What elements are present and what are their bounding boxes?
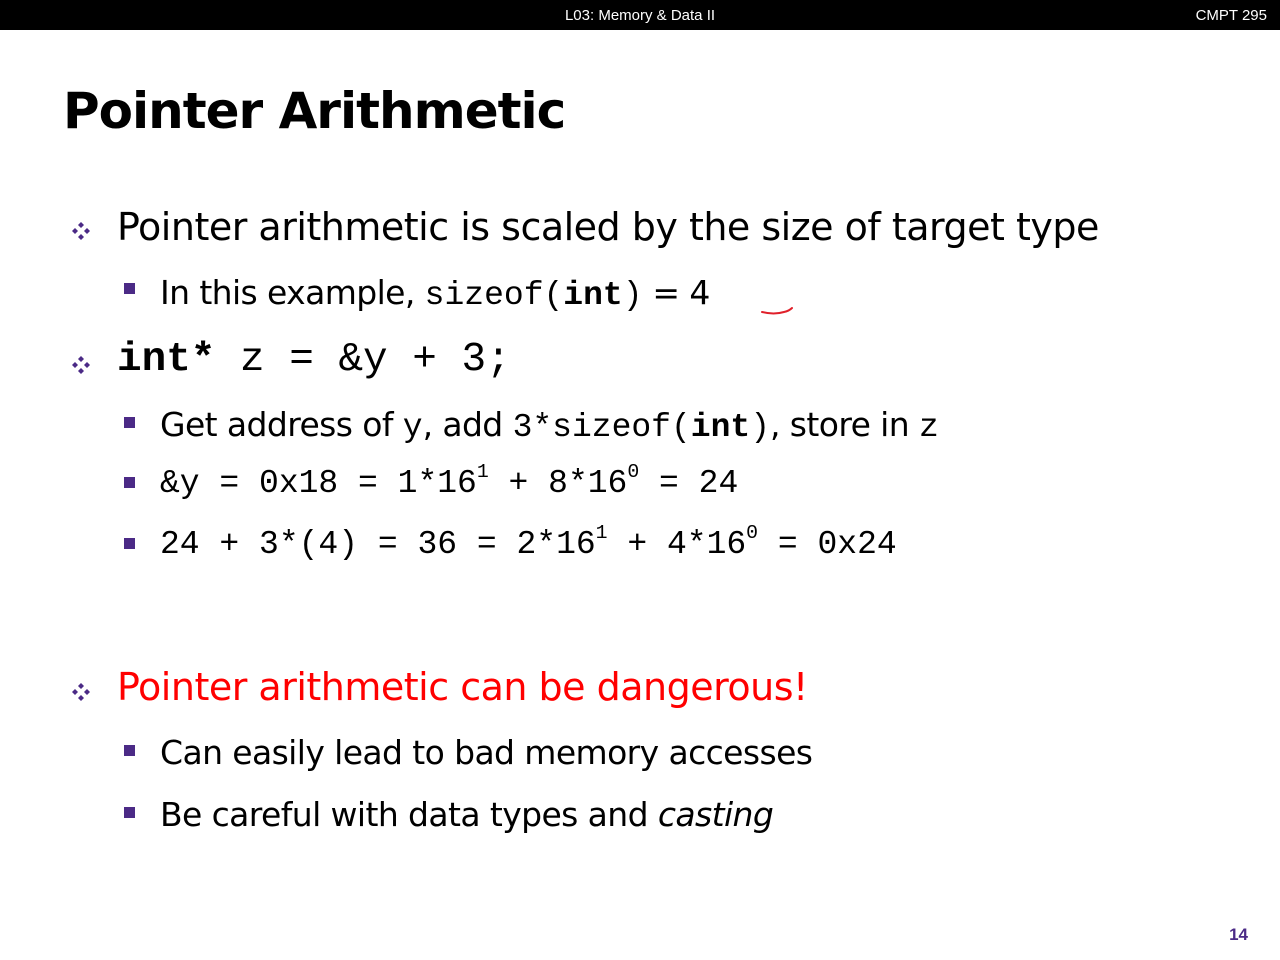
code-segment: sizeof( — [424, 277, 564, 314]
code-segment: z = &y + 3; — [215, 337, 511, 383]
code-pointer-expression — [117, 337, 511, 383]
code-segment: ) — [622, 277, 643, 314]
sub-bullet-decimal-to-hex — [160, 522, 897, 563]
diamond-bullet-icon — [69, 353, 93, 377]
bullet-dangerous-warning: Pointer arithmetic can be dangerous! — [117, 665, 808, 709]
math-segment: = 24 — [639, 465, 739, 502]
exponent: 0 — [746, 522, 759, 545]
exponent: 0 — [627, 461, 640, 484]
exponent: 1 — [595, 522, 608, 545]
code-segment: y — [402, 409, 423, 446]
sub-bullet-bad-memory-access: Can easily lead to bad memory accesses — [160, 733, 813, 772]
text-segment: In this example, — [160, 273, 425, 312]
math-segment: 24 + 3*(4) = 36 = 2*16 — [160, 526, 596, 563]
square-bullet-icon — [124, 807, 135, 818]
slide-title: Pointer Arithmetic — [63, 82, 566, 140]
exponent: 1 — [476, 461, 489, 484]
code-segment: int — [690, 409, 751, 446]
page-number: 14 — [1229, 925, 1248, 944]
lecture-title: L03: Memory & Data II — [564, 7, 716, 24]
handwritten-underline-annotation — [760, 304, 796, 318]
text-segment: , store in — [770, 405, 919, 444]
math-segment: &y = 0x18 = 1*16 — [160, 465, 477, 502]
slide-header-bar — [0, 0, 1280, 30]
sub-bullet-careful-casting — [160, 795, 773, 834]
square-bullet-icon — [124, 417, 135, 428]
value-segment: 4 — [689, 273, 710, 312]
square-bullet-icon — [124, 477, 135, 488]
sub-bullet-sizeof-example — [160, 273, 710, 314]
sub-bullet-get-address — [160, 405, 939, 446]
math-segment: + 8*16 — [488, 465, 628, 502]
diamond-bullet-icon — [69, 680, 93, 704]
square-bullet-icon — [124, 745, 135, 756]
code-segment: z — [918, 409, 939, 446]
square-bullet-icon — [124, 283, 135, 294]
bullet-scaled-by-size: Pointer arithmetic is scaled by the size of target type — [117, 205, 1099, 249]
code-segment: 3*sizeof( — [512, 409, 691, 446]
text-segment: Be careful with data types and — [160, 795, 658, 834]
code-segment: int* — [117, 337, 216, 383]
math-segment: = 0x24 — [758, 526, 897, 563]
text-segment: Get address of — [160, 405, 403, 444]
code-segment: int — [563, 277, 623, 314]
italic-segment: casting — [657, 795, 774, 834]
square-bullet-icon — [124, 538, 135, 549]
sub-bullet-hex-to-decimal — [160, 461, 739, 502]
text-segment: = — [642, 273, 690, 312]
text-segment: , add — [422, 405, 513, 444]
code-segment: ) — [750, 409, 771, 446]
course-code: CMPT 295 — [1195, 7, 1267, 24]
diamond-bullet-icon — [69, 219, 93, 243]
math-segment: + 4*16 — [607, 526, 747, 563]
